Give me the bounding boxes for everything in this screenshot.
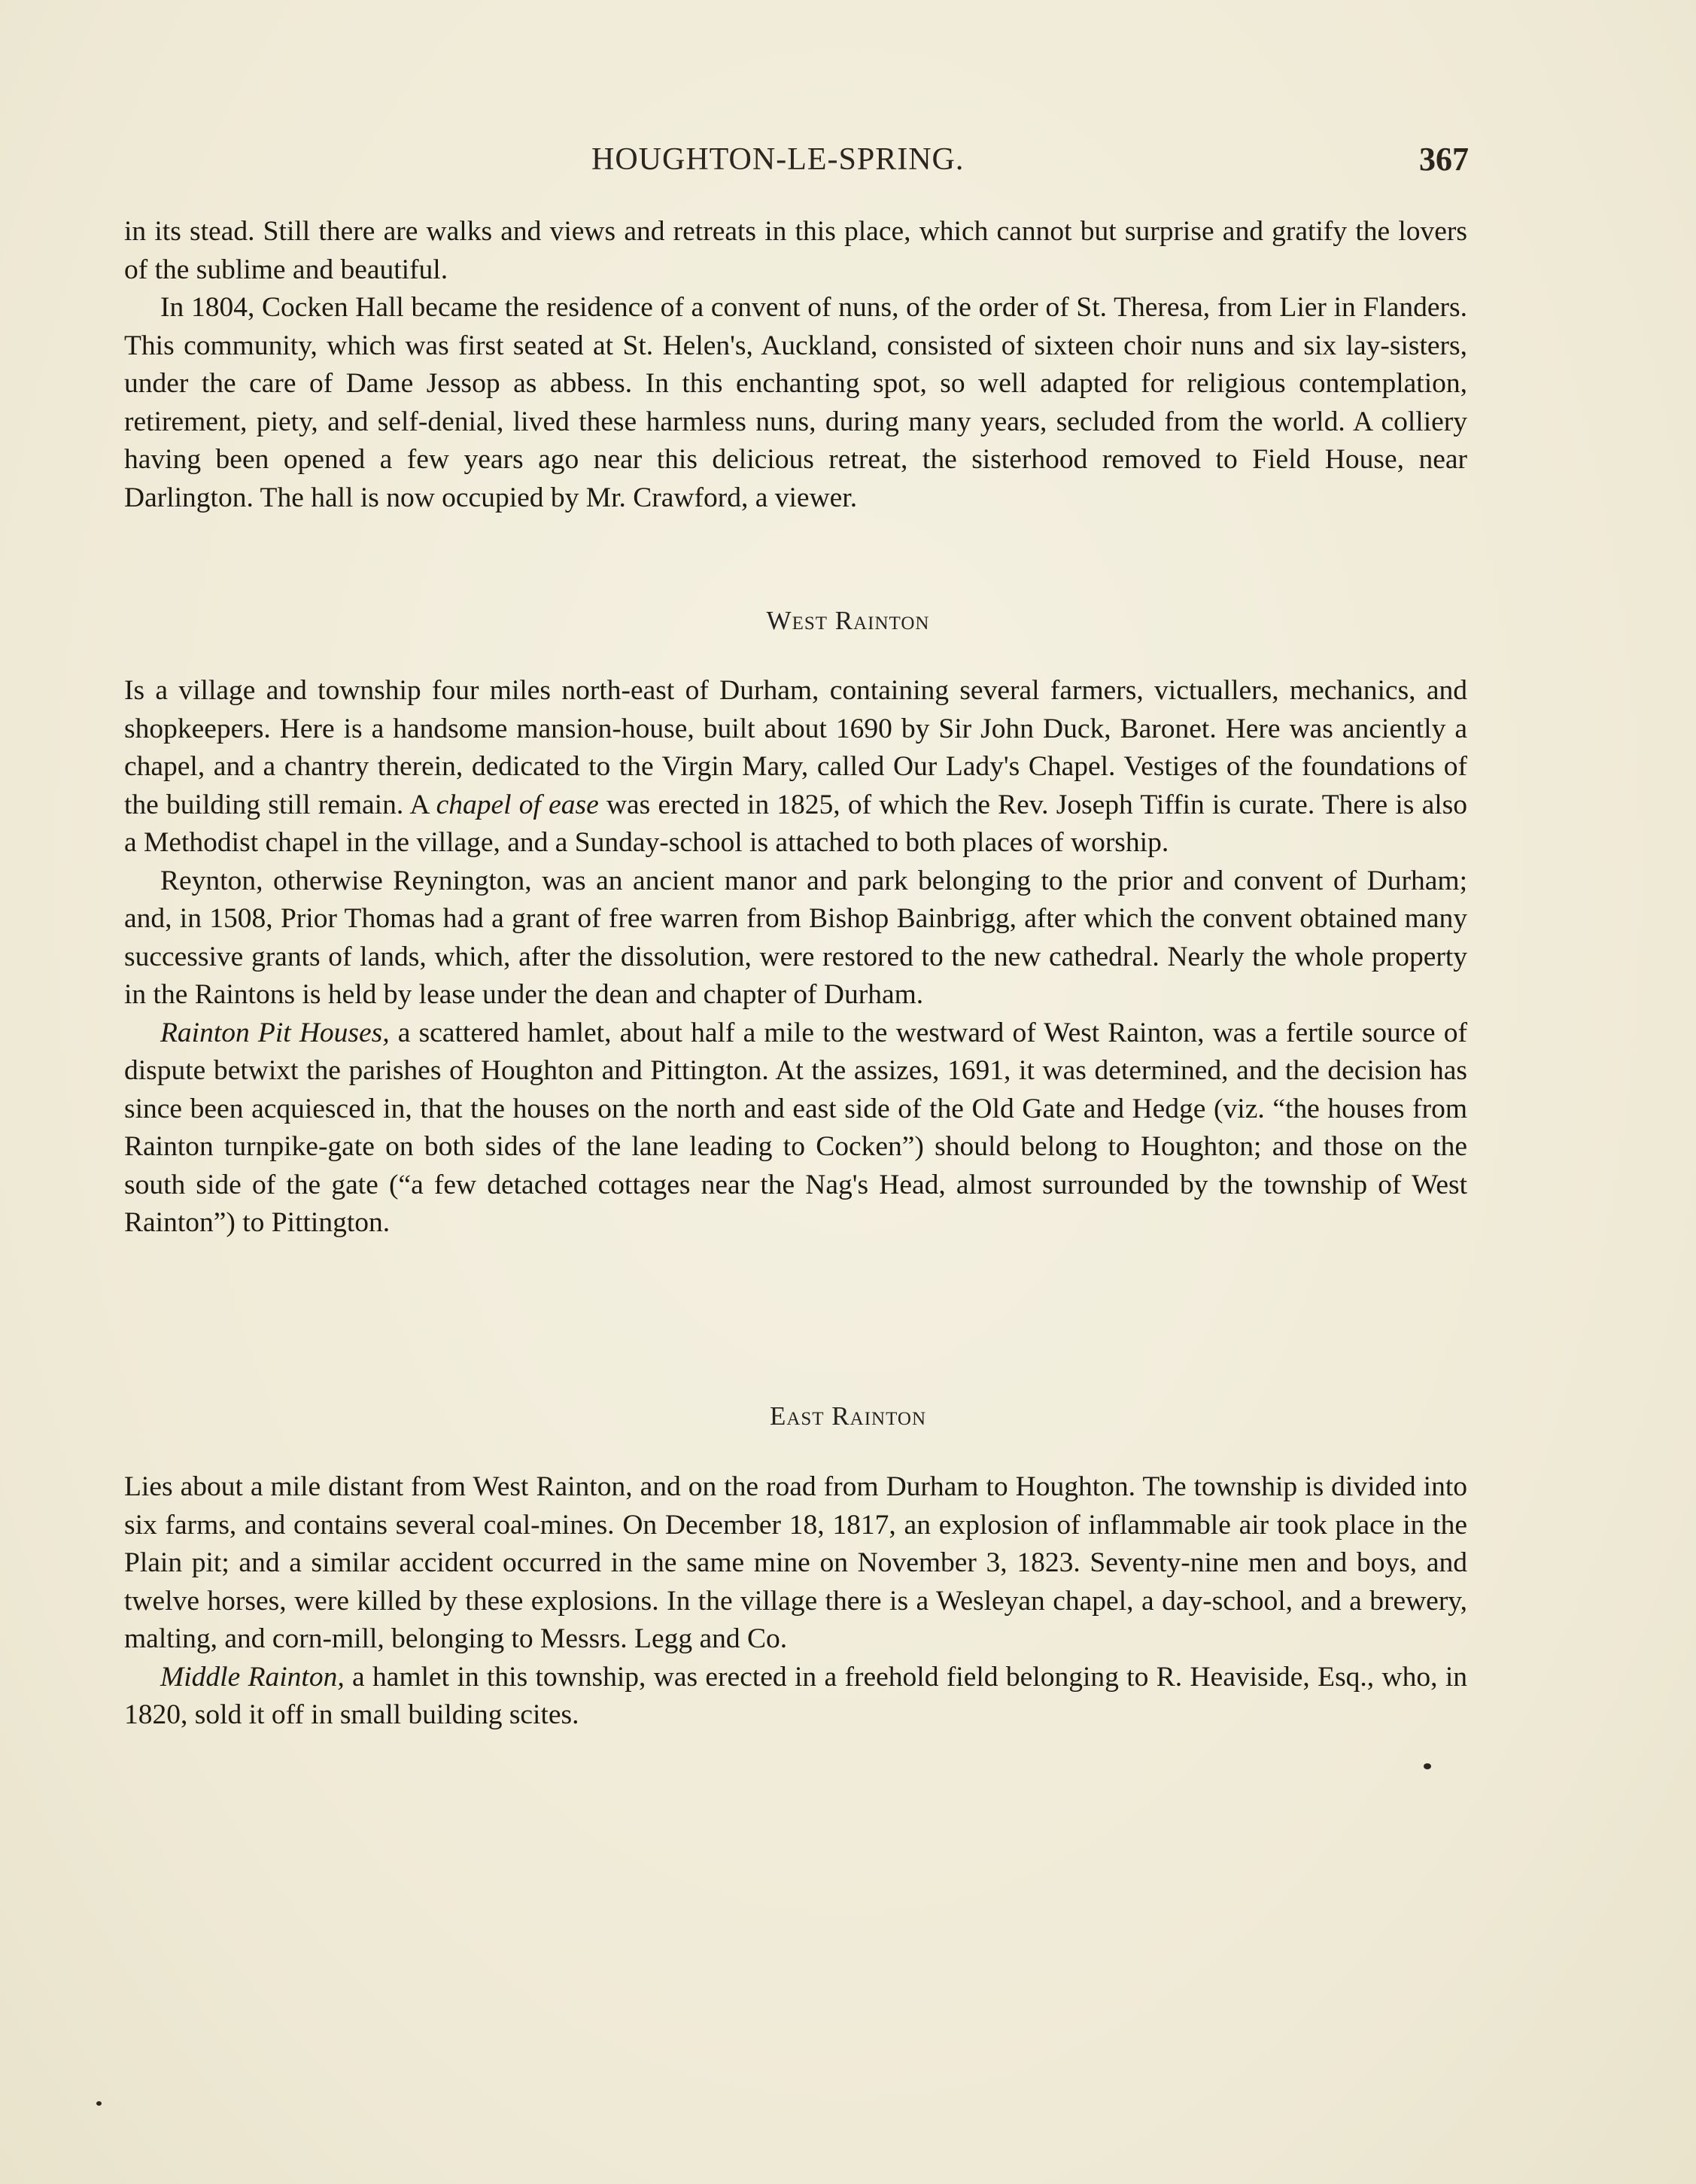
ink-speck bbox=[96, 2101, 102, 2106]
italic-term: chapel of ease bbox=[436, 789, 599, 820]
paragraph: In 1804, Cocken Hall became the residence of a convent of nuns, of the order of St. Theresa, from Lier in Flanders. This community, which was first seated at St. Helen's, Auckland, consisted of sixteen choir nuns and six lay-sisters, under the care of Dame Jessop as abbess. In this enchanting spot, so well adapted for religious contemplation, retirement, piety, and self-denial, lived these harmless nuns, during many years, secluded from the world. A colliery having been opened a few years ago near this delicious retreat, the sisterhood removed to Field House, near Darlington. The hall is now occupied by Mr. Crawford, a viewer. bbox=[124, 292, 1467, 513]
section-heading-west-rainton: West Rainton bbox=[766, 606, 930, 635]
text-run: Is a village and township four miles north-east of Durham, containing several farmers, victuallers, mechanics, and shopkeepers. Here is a handsome mansion-house, built about 1690 by Sir John Duck, Baronet. Here was anciently a chapel, and a chantry therein, dedicated to the Virgin Mary, called Our Lady's Chapel. Vestiges of the foundations of the building still remain. A bbox=[124, 675, 1467, 820]
intro-text-block bbox=[124, 213, 1467, 517]
running-title: HOUGHTON-LE-SPRING. bbox=[591, 142, 965, 177]
ink-speck bbox=[1424, 1763, 1431, 1769]
paragraph bbox=[124, 1014, 1467, 1243]
page-number: 367 bbox=[1419, 141, 1469, 178]
east-rainton-text-block bbox=[124, 1468, 1467, 1735]
paragraph bbox=[124, 1659, 1467, 1735]
paragraph bbox=[124, 672, 1467, 862]
italic-term: Middle Rainton, bbox=[160, 1661, 345, 1693]
paragraph: Lies about a mile distant from West Rainton, and on the road from Durham to Houghton. The township is divided into six farms, and contains several coal-mines. On December 18, 1817, an explosion of inflammable air took place in the Plain pit; and a similar accident occurred in the same mine on November 3, 1823. Seventy-nine men and boys, and twelve horses, were killed by these explosions. In the village there is a Wesleyan chapel, a day-school, and a brewery, malting, and corn-mill, belonging to Messrs. Legg and Co. bbox=[124, 1471, 1467, 1654]
paragraph: in its stead. Still there are walks and views and retreats in this place, which cannot but surprise and gratify the lovers of the sublime and beautiful. bbox=[124, 216, 1467, 285]
italic-term: Rainton Pit Houses, bbox=[160, 1017, 390, 1048]
west-rainton-text-block bbox=[124, 672, 1467, 1243]
section-heading-east-rainton: East Rainton bbox=[769, 1401, 927, 1431]
text-run: a hamlet in this township, was erected in a freehold field belonging to R. Heaviside, Esq., who, in 1820, sold it off in small building scites. bbox=[124, 1661, 1467, 1730]
text-run: was erected in 1825, of which the Rev. Joseph Tiffin is curate. There is also a Methodist chapel in the village, and a Sunday-school is attached to both places of worship. bbox=[124, 789, 1467, 858]
text-run: a scattered hamlet, about half a mile to the westward of West Rainton, was a fertile source of dispute betwixt the parishes of Houghton and Pittington. At the assizes, 1691, it was determined, and the decision has since been acquiesced in, that the houses on the north and east side of the Old Gate and Hedge (viz. “the houses from Rainton turnpike-gate on both sides of the lane leading to Cocken”) should belong to Houghton; and those on the south side of the gate (“a few detached cottages near the Nag's Head, almost surrounded by the township of West Rainton”) to Pittington. bbox=[124, 1017, 1467, 1238]
paragraph: Reynton, otherwise Reynington, was an ancient manor and park belonging to the prior and convent of Durham; and, in 1508, Prior Thomas had a grant of free warren from Bishop Bainbrigg, after which the convent obtained many successive grants of lands, which, after the dissolution, were restored to the new cathedral. Nearly the whole property in the Raintons is held by lease under the dean and chapter of Durham. bbox=[124, 865, 1467, 1010]
